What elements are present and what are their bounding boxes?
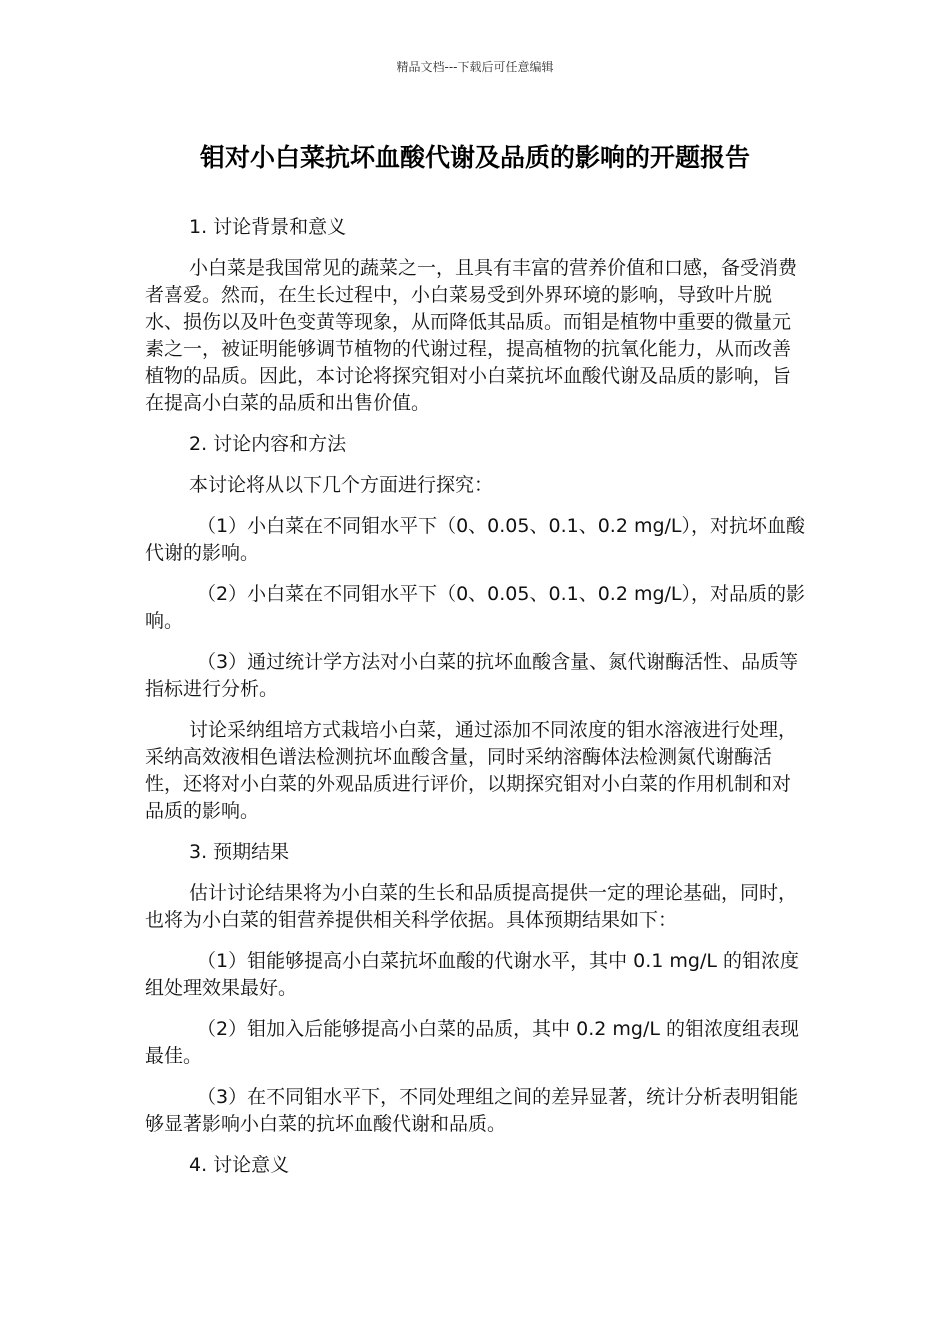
document-title: 钼对小白菜抗坏血酸代谢及品质的影响的开题报告 <box>199 143 750 172</box>
section-1-heading: 1. 讨论背景和意义 <box>189 216 347 238</box>
section-1-paragraph: 小白菜是我国常见的蔬菜之一，且具有丰富的营养价值和口感，备受消费者喜爱。然而，在生长过程中，小白菜易受到外界环境的影响，导致叶片脱水、损伤以及叶色变黄等现象，从而降低其品质。而钼是植物中重要的微量元素之一，被证明能够调节植物的代谢过程，提高植物的抗氧化能力，从而改善植物的品质。因此，本讨论将探究钼对小白菜抗坏血酸代谢及品质的影响，旨在提高小白菜的品质和出售价值。 <box>145 257 798 414</box>
page-header-note: 精品文档---下载后可任意编辑 <box>396 60 554 74</box>
section-2-heading: 2. 讨论内容和方法 <box>189 433 347 455</box>
section-3-intro: 估计讨论结果将为小白菜的生长和品质提高提供一定的理论基础，同时，也将为小白菜的钼营养提供相关科学依据。具体预期结果如下： <box>145 882 798 931</box>
section-2-method: 讨论采纳组培方式栽培小白菜，通过添加不同浓度的钼水溶液进行处理，采纳高效液相色谱法检测抗坏血酸含量，同时采纳溶酶体法检测氮代谢酶活性，还将对小白菜的外观品质进行评价，以期探究钼对小白菜的作用机制和对品质的影响。 <box>145 719 798 822</box>
section-2-item-1: （1）小白菜在不同钼水平下（0、0.05、0.1、0.2 mg/L），对抗坏血酸代谢的影响。 <box>145 515 806 564</box>
section-2-intro: 本讨论将从以下几个方面进行探究： <box>189 474 494 496</box>
section-3-heading: 3. 预期结果 <box>189 841 290 863</box>
document-body <box>145 214 807 1193</box>
section-3-item-1: （1）钼能够提高小白菜抗坏血酸的代谢水平，其中 0.1 mg/L 的钼浓度组处理效果最好。 <box>145 950 799 999</box>
section-2-item-2: （2）小白菜在不同钼水平下（0、0.05、0.1、0.2 mg/L），对品质的影响。 <box>145 583 806 632</box>
section-2-item-3: （3）通过统计学方法对小白菜的抗坏血酸含量、氮代谢酶活性、品质等指标进行分析。 <box>145 651 799 700</box>
section-3-item-3: （3）在不同钼水平下，不同处理组之间的差异显著，统计分析表明钼能够显著影响小白菜的抗坏血酸代谢和品质。 <box>145 1086 799 1135</box>
section-3-item-2: （2）钼加入后能够提高小白菜的品质，其中 0.2 mg/L 的钼浓度组表现最佳。 <box>145 1018 799 1067</box>
section-4-heading: 4. 讨论意义 <box>189 1154 290 1176</box>
